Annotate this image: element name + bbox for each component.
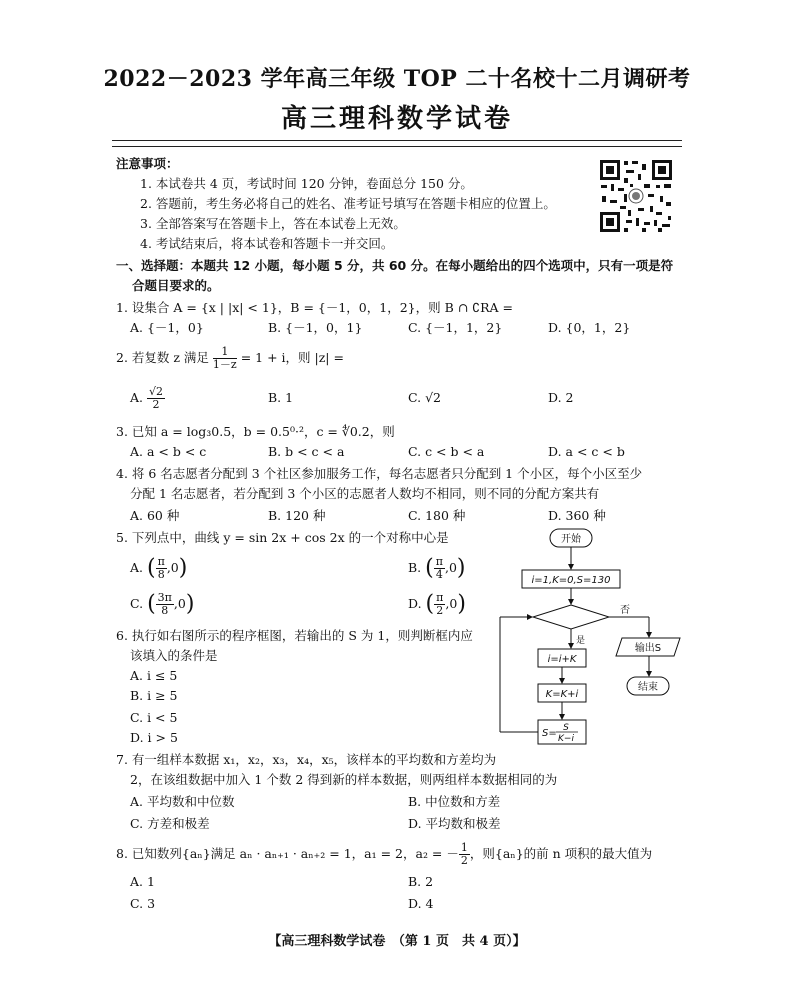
q4-option-d: D. 360 种 — [548, 508, 606, 523]
notice-item: 1. 本试卷共 4 页，考试时间 120 分钟，卷面总分 150 分。 — [140, 176, 473, 191]
q6-option-a: A. i ≤ 5 — [130, 668, 178, 683]
flow-step1-label: i=i+K — [547, 654, 577, 665]
q1-option-a: A. {－1，0} — [130, 320, 204, 335]
q5-option-a-tail: ,0 — [166, 560, 179, 575]
header-divider-bottom — [112, 146, 682, 147]
exam-title-line1: 2022－2023 学年高三年级 TOP 二十名校十二月调研考 — [103, 66, 691, 92]
q5-option-d-tail: ,0 — [445, 596, 458, 611]
q5-option-b-tail: ,0 — [444, 560, 457, 575]
flow-end-label: 结束 — [638, 682, 658, 693]
q1-option-c: C. {－1，1，2} — [408, 320, 503, 335]
flow-step3-den: K−i — [558, 734, 574, 744]
q5-option-a-num: π — [157, 555, 165, 568]
q2-option-a-den: 2 — [152, 398, 160, 411]
q5-option-b-num: π — [435, 555, 443, 568]
q8-option-a: A. 1 — [130, 874, 155, 889]
flow-step3-num: S — [563, 723, 569, 733]
q8-stem-pre: 8. 已知数列{aₙ}满足 aₙ · aₙ₊₁ · aₙ₊₂ = 1，a₁ = 2，a₂ = － — [116, 846, 459, 861]
q2-option-a-fraction — [147, 386, 165, 411]
q4-option-b: B. 120 种 — [268, 508, 326, 523]
q6-stem-line1: 6. 执行如右图所示的程序框图，若输出的 S 为 1，则判断框内应 — [116, 628, 473, 643]
notice-item: 2. 答题前，考生务必将自己的姓名、准考证号填写在答题卡相应的位置上。 — [140, 196, 556, 211]
q5-option-c-label: C. — [130, 596, 144, 611]
page-footer: 【高三理科数学试卷 （第 1 页 共 4 页）】 — [268, 934, 526, 949]
flow-init-label: i=1,K=0,S=130 — [531, 575, 611, 586]
q2-fraction-den: 1－z — [212, 358, 237, 371]
q8-option-d: D. 4 — [408, 896, 434, 911]
q3-option-b: B. b < c < a — [268, 444, 345, 459]
q4-option-a: A. 60 种 — [130, 508, 180, 523]
q5-option-a: A. ( $\frac{\pi}{8}$ ,0) — [130, 555, 188, 581]
q6-option-d: D. i > 5 — [130, 730, 178, 745]
flow-yes-label: 是 — [576, 636, 586, 646]
q5-stem: 5. 下列点中，曲线 y = sin 2x + cos 2x 的一个对称中心是 — [116, 530, 449, 545]
q6-stem-line2: 该填入的条件是 — [130, 648, 218, 663]
exam-title-line2: 高三理科数学试卷 — [280, 104, 513, 134]
q2-stem — [116, 346, 344, 371]
q7-stem-line1: 7. 有一组样本数据 x₁，x₂，x₃，x₄，x₅，该样本的平均数和方差均为 — [116, 752, 497, 767]
q1-option-b: B. {－1，0，1} — [268, 320, 363, 335]
qr-code-image — [598, 158, 674, 234]
q5-option-b: B. ( $\frac{\pi}{4}$ ,0) — [408, 555, 466, 581]
q8-stem-post: ，则{aₙ}的前 n 项积的最大值为 — [469, 846, 653, 861]
q4-stem-line2: 分配 1 名志愿者，若分配到 3 个小区的志愿者人数均不相同，则不同的分配方案共有 — [130, 486, 600, 501]
notice-heading: 注意事项： — [116, 156, 179, 171]
q8-option-c: C. 3 — [130, 896, 156, 911]
q3-option-d: D. a < c < b — [548, 444, 625, 459]
q5-option-c-tail: ,0 — [173, 596, 186, 611]
q8-option-b: B. 2 — [408, 874, 434, 889]
q5-option-d-label: D. — [408, 596, 422, 611]
header-divider-top — [112, 140, 682, 141]
q5-option-b-label: B. — [408, 560, 422, 575]
q8-fraction — [459, 842, 470, 867]
q7-option-d: D. 平均数和极差 — [408, 816, 501, 831]
q2-option-b: B. 1 — [268, 390, 294, 405]
q2-fraction — [213, 346, 237, 371]
q6-option-c: C. i < 5 — [130, 710, 178, 725]
q7-option-a: A. 平均数和中位数 — [130, 794, 235, 809]
section-heading-cont: 合题目要求的。 — [132, 278, 220, 293]
q5-option-d-den: 2 — [436, 604, 444, 617]
q1-stem: 1. 设集合 A = {x | |x| < 1}，B = {－1，0，1，2}，则 B ∩ ∁RA = — [116, 300, 514, 315]
q3-option-a: A. a < b < c — [130, 444, 207, 459]
q4-option-c: C. 180 种 — [408, 508, 466, 523]
flow-no-label: 否 — [620, 605, 630, 616]
flow-output-label: 输出S — [634, 643, 662, 654]
q8-fraction-num: 1 — [460, 841, 468, 854]
q5-option-d-num: π — [436, 591, 444, 604]
q4-stem-line1: 4. 将 6 名志愿者分配到 3 个社区参加服务工作，每名志愿者只分配到 1 个小区，每个小区至少 — [116, 466, 643, 481]
q3-stem: 3. 已知 a = log₃0.5，b = 0.5⁰·²，c = ∜0.2，则 — [116, 424, 395, 439]
q3-option-c: C. c < b < a — [408, 444, 485, 459]
q5-option-d: D. ( $\frac{\pi}{2}$ ,0) — [408, 591, 466, 617]
q5-option-b-den: 4 — [435, 568, 443, 581]
q2-option-d: D. 2 — [548, 390, 574, 405]
q2-stem-post: = 1 + i，则 |z| = — [240, 350, 344, 365]
q5-option-a-den: 8 — [157, 568, 165, 581]
flow-start-label: 开始 — [561, 534, 581, 545]
q2-fraction-num: 1 — [213, 346, 237, 359]
q7-option-c: C. 方差和极差 — [130, 816, 210, 831]
q5-option-c-den: 8 — [161, 604, 169, 617]
q7-option-b: B. 中位数和方差 — [408, 794, 501, 809]
q2-option-a — [130, 386, 165, 411]
flow-step3-lhs: S= — [542, 728, 557, 739]
q5-option-c-num: 3π — [157, 591, 172, 604]
q2-stem-pre: 2. 若复数 z 满足 — [116, 350, 209, 365]
q5-option-c: C. ( $\frac{3\pi}{8}$ ,0) — [130, 591, 195, 617]
q1-option-d: D. {0，1，2} — [548, 320, 631, 335]
flow-step2-label: K=K+i — [545, 689, 579, 700]
q5-option-a-label: A. — [130, 560, 144, 575]
q8-stem — [116, 842, 652, 867]
notice-item: 4. 考试结束后，将本试卷和答题卡一并交回。 — [140, 236, 394, 251]
q2-option-a-num: √2 — [149, 385, 164, 398]
q6-option-b: B. i ≥ 5 — [130, 688, 178, 703]
q2-option-c: C. √2 — [408, 390, 441, 405]
q8-fraction-den: 2 — [460, 854, 468, 867]
notice-item: 3. 全部答案写在答题卡上，答在本试卷上无效。 — [140, 216, 406, 231]
q7-stem-line2: 2，在该组数据中加入 1 个数 2 得到新的样本数据，则两组样本数据相同的为 — [130, 772, 558, 787]
section-heading: 一、选择题：本题共 12 小题，每小题 5 分，共 60 分。在每小题给出的四个选项中，只有一项是符 — [116, 258, 674, 273]
program-flowchart — [492, 527, 692, 747]
flow-decision-node — [533, 605, 609, 629]
q2-option-a-label: A. — [130, 390, 144, 405]
